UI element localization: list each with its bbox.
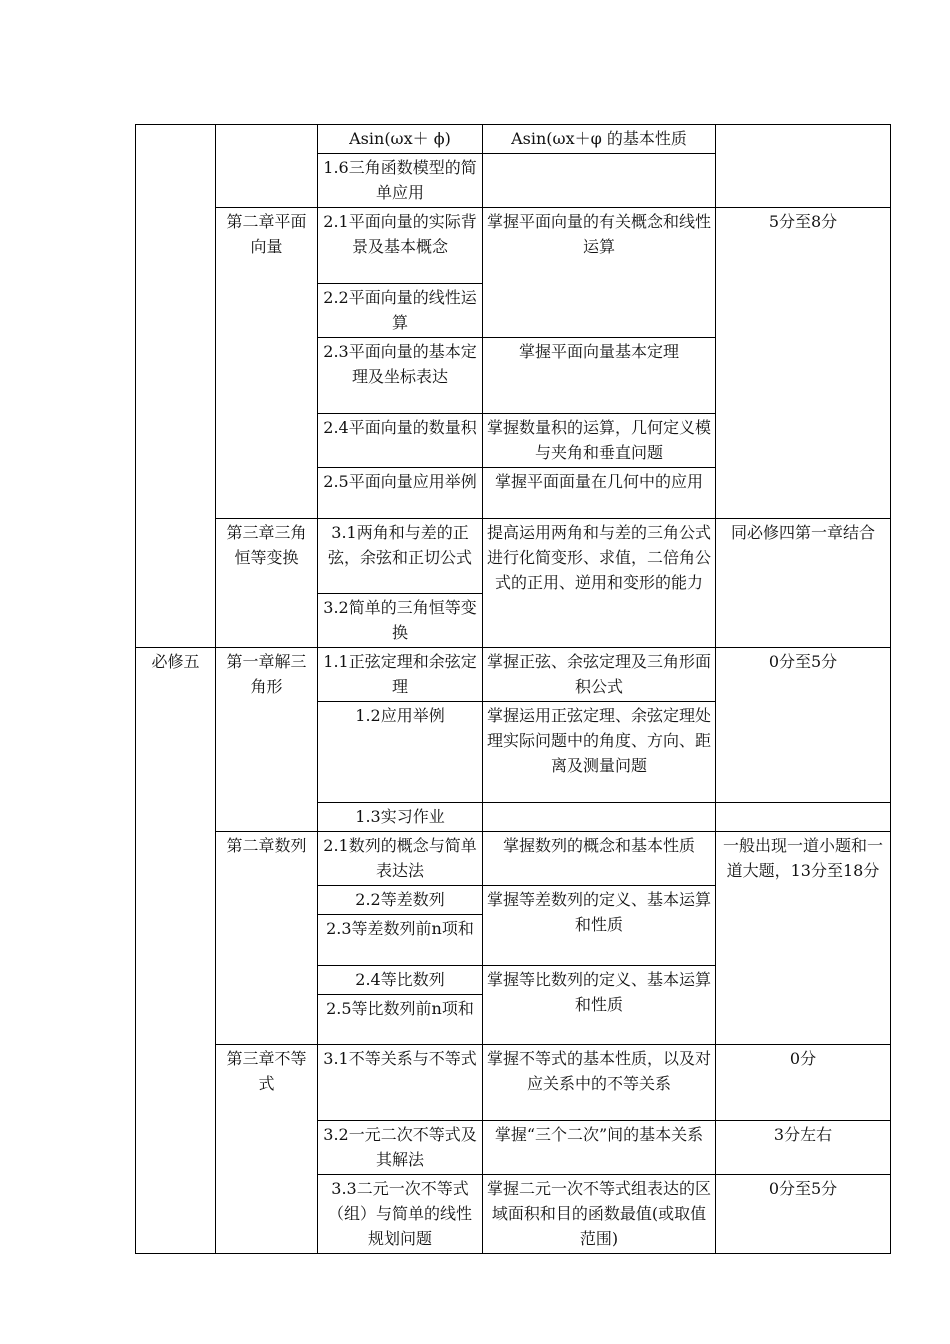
chapter-cell: 第一章解三角形 xyxy=(216,648,318,832)
requirement-cell: 掌握数列的概念和基本性质 xyxy=(483,832,716,886)
requirement-cell: 掌握等差数列的定义、基本运算和性质 xyxy=(483,886,716,966)
requirement-cell: 掌握运用正弦定理、余弦定理处理实际问题中的角度、方向、距离及测量问题 xyxy=(483,702,716,803)
section-cell: 1.2应用举例 xyxy=(318,702,483,803)
section-cell: 3.3二元一次不等式（组）与简单的线性规划问题 xyxy=(318,1175,483,1254)
requirement-cell: 掌握二元一次不等式组表达的区域面积和目的函数最值(或取值范围) xyxy=(483,1175,716,1254)
score-cell: 0分 xyxy=(716,1045,891,1121)
section-cell: 2.3平面向量的基本定理及坐标表达 xyxy=(318,338,483,414)
section-cell: 3.2简单的三角恒等变换 xyxy=(318,594,483,648)
chapter-cell: 第三章不等式 xyxy=(216,1045,318,1254)
book-cell xyxy=(136,125,216,648)
section-cell: 2.2等差数列 xyxy=(318,886,483,915)
section-cell: 2.1平面向量的实际背景及基本概念 xyxy=(318,208,483,284)
section-cell: 2.4平面向量的数量积 xyxy=(318,414,483,468)
syllabus-table xyxy=(135,124,891,1254)
table-row xyxy=(136,208,891,284)
section-cell: 3.1不等关系与不等式 xyxy=(318,1045,483,1121)
requirement-cell: 提高运用两角和与差的三角公式进行化简变形、求值，二倍角公式的正用、逆用和变形的能力 xyxy=(483,519,716,648)
section-cell: 1.1正弦定理和余弦定理 xyxy=(318,648,483,702)
section-cell: 2.3等差数列前n项和 xyxy=(318,915,483,966)
section-cell: 2.1数列的概念与简单表达法 xyxy=(318,832,483,886)
requirement-cell: 掌握数量积的运算，几何定义模与夹角和垂直问题 xyxy=(483,414,716,468)
score-cell: 0分至5分 xyxy=(716,1175,891,1254)
table-row xyxy=(136,125,891,154)
section-cell: 3.1两角和与差的正弦，余弦和正切公式 xyxy=(318,519,483,594)
score-cell xyxy=(716,803,891,832)
section-cell: 2.5等比数列前n项和 xyxy=(318,995,483,1045)
section-cell: 2.2平面向量的线性运算 xyxy=(318,284,483,338)
score-cell xyxy=(716,125,891,208)
section-cell: 2.5平面向量应用举例 xyxy=(318,468,483,519)
chapter-cell: 第二章平面向量 xyxy=(216,208,318,519)
table-row xyxy=(136,648,891,702)
section-cell: 1.3实习作业 xyxy=(318,803,483,832)
section-cell: 2.4等比数列 xyxy=(318,966,483,995)
score-cell: 0分至5分 xyxy=(716,648,891,803)
chapter-cell xyxy=(216,125,318,208)
score-cell: 5分至8分 xyxy=(716,208,891,519)
requirement-cell: 掌握平面面量在几何中的应用 xyxy=(483,468,716,519)
requirement-cell xyxy=(483,154,716,208)
table-row xyxy=(136,1045,891,1121)
table-row xyxy=(136,519,891,594)
book-cell: 必修五 xyxy=(136,648,216,1254)
score-cell: 一般出现一道小题和一道大题，13分至18分 xyxy=(716,832,891,1045)
requirement-cell: 掌握等比数列的定义、基本运算和性质 xyxy=(483,966,716,1045)
section-cell: 1.6三角函数模型的简单应用 xyxy=(318,154,483,208)
table-row xyxy=(136,832,891,886)
section-cell: Asin(ωx＋ ϕ) xyxy=(318,125,483,154)
chapter-cell: 第二章数列 xyxy=(216,832,318,1045)
requirement-cell: 掌握“三个二次”间的基本关系 xyxy=(483,1121,716,1175)
section-cell: 3.2一元二次不等式及其解法 xyxy=(318,1121,483,1175)
chapter-cell: 第三章三角恒等变换 xyxy=(216,519,318,648)
requirement-cell: 掌握平面向量基本定理 xyxy=(483,338,716,414)
requirement-cell xyxy=(483,803,716,832)
score-cell: 同必修四第一章结合 xyxy=(716,519,891,648)
requirement-cell: 掌握正弦、余弦定理及三角形面积公式 xyxy=(483,648,716,702)
score-cell: 3分左右 xyxy=(716,1121,891,1175)
requirement-cell: 掌握平面向量的有关概念和线性运算 xyxy=(483,208,716,338)
requirement-cell: 掌握不等式的基本性质，以及对应关系中的不等关系 xyxy=(483,1045,716,1121)
requirement-cell: Asin(ωx＋φ 的基本性质 xyxy=(483,125,716,154)
